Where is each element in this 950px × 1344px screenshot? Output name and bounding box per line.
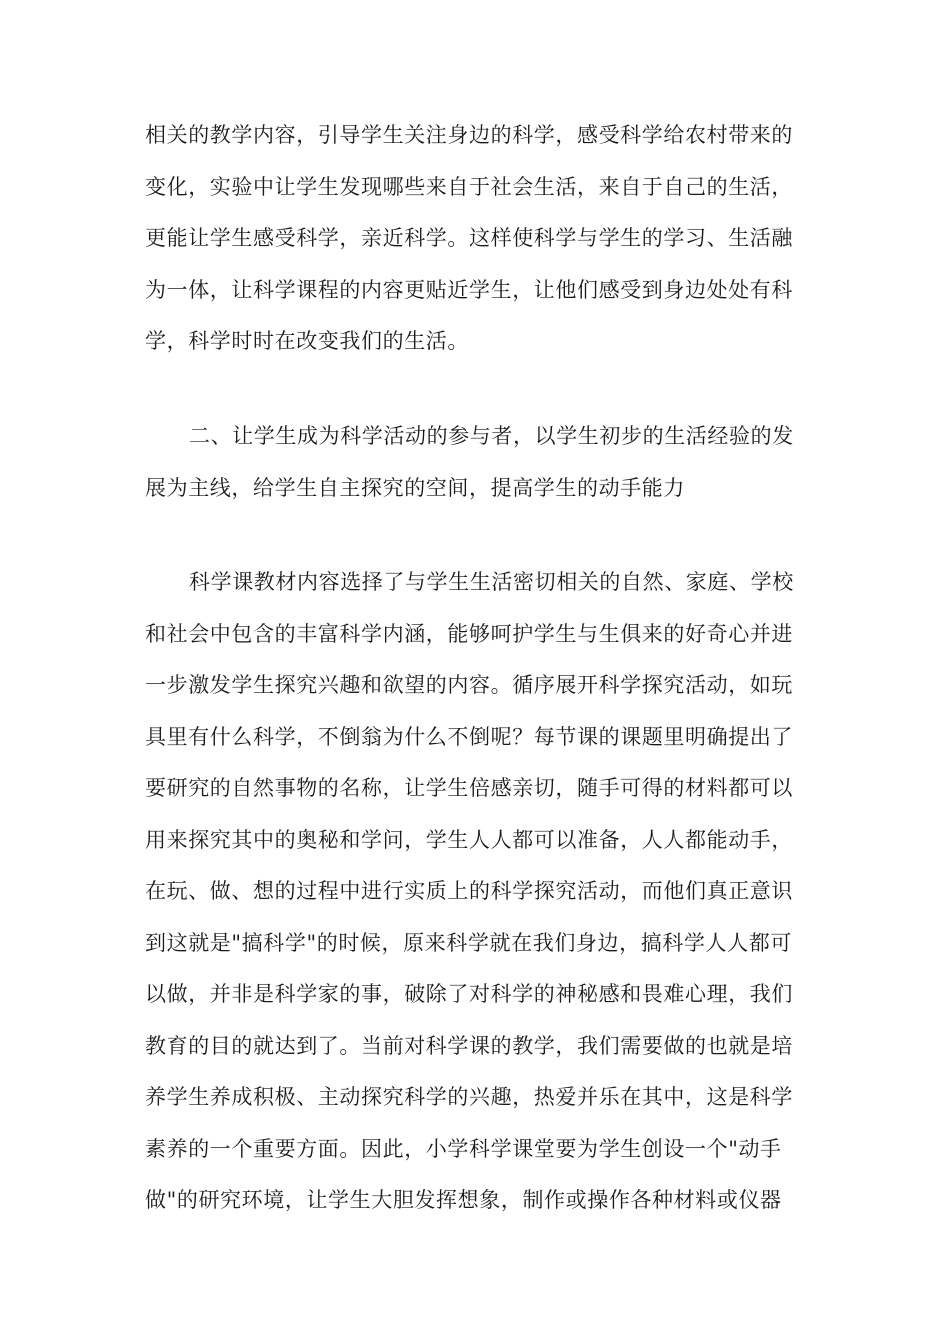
paragraph-line: 做"的研究环境，让学生大胆发挥想象，制作或操作各种材料或仪器 xyxy=(145,1188,782,1212)
paragraph-line: 养学生养成积极、主动探究科学的兴趣，热爱并乐在其中，这是科学 xyxy=(145,1085,793,1109)
paragraph-line: 要研究的自然事物的名称，让学生倍感亲切，随手可得的材料都可以 xyxy=(145,776,793,800)
paragraph-line: 到这就是"搞科学"的时候，原来科学就在我们身边，搞科学人人都可 xyxy=(145,930,792,955)
paragraph-line: 具里有什么科学，不倒翁为什么不倒呢？每节课的课题里明确提出了 xyxy=(145,724,793,749)
paragraph-line: 在玩、做、想的过程中进行实质上的科学探究活动，而他们真正意识 xyxy=(145,879,793,903)
paragraph-line: 相关的教学内容，引导学生关注身边的科学，感受科学给农村带来的 xyxy=(145,123,793,147)
paragraph-line: 教育的目的就达到了。当前对科学课的教学，我们需要做的也就是培 xyxy=(145,1033,793,1058)
paragraph-line: 变化，实验中让学生发现哪些来自于社会生活，来自于自己的生活， xyxy=(145,174,793,199)
heading-line: 二、让学生成为科学活动的参与者，以学生初步的生活经验的发 xyxy=(189,424,794,448)
paragraph-line: 科学课教材内容选择了与学生生活密切相关的自然、家庭、学校 xyxy=(189,570,794,594)
paragraph-line: 素养的一个重要方面。因此，小学科学课堂要为学生创设一个"动手 xyxy=(145,1136,782,1161)
section-heading-2 xyxy=(145,411,810,514)
paragraph-line: 用来探究其中的奥秘和学问，学生人人都可以准备，人人都能动手， xyxy=(145,827,793,852)
paragraph-line: 为一体，让科学课程的内容更贴近学生，让他们感受到身边处处有科 xyxy=(145,277,793,302)
paragraph-3 xyxy=(145,557,810,1227)
paragraph-line: 一步激发学生探究兴趣和欲望的内容。循序展开科学探究活动，如玩 xyxy=(145,673,793,697)
paragraph-1 xyxy=(145,110,810,368)
paragraph-line: 和社会中包含的丰富科学内涵，能够呵护学生与生俱来的好奇心并进 xyxy=(145,621,793,646)
paragraph-line: 更能让学生感受科学，亲近科学。这样使科学与学生的学习、生活融 xyxy=(145,226,793,250)
heading-line: 展为主线，给学生自主探究的空间，提高学生的动手能力 xyxy=(145,475,685,500)
paragraph-line: 以做，并非是科学家的事，破除了对科学的神秘感和畏难心理，我们 xyxy=(145,982,793,1006)
paragraph-line: 学，科学时时在改变我们的生活。 xyxy=(145,329,469,353)
